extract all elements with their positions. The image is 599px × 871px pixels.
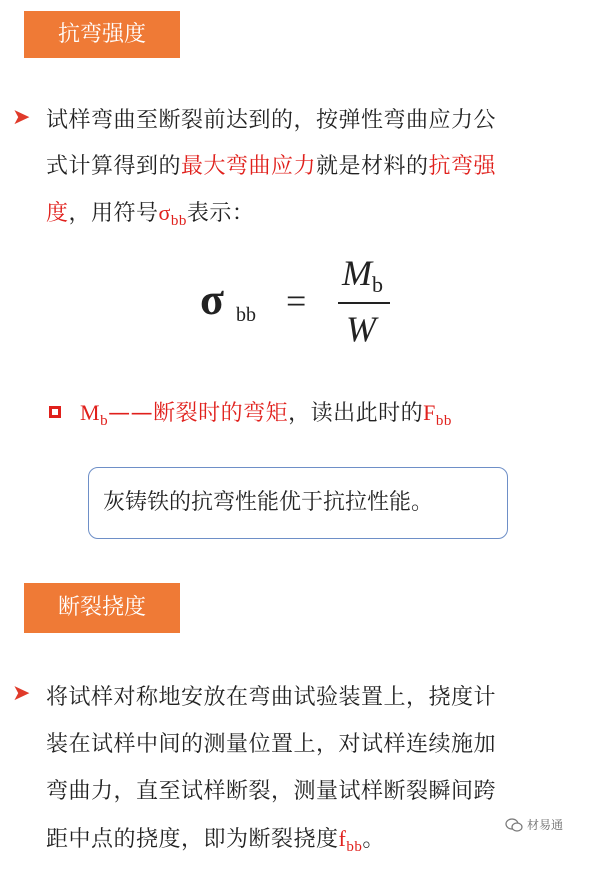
paragraph-fracture-deflection — [46, 674, 591, 871]
formula-fraction-bar — [338, 302, 390, 304]
formula-numerator: M — [342, 253, 372, 293]
para-line-3: 度，用符号$\sigma_{bb}$表示： — [46, 200, 255, 229]
formula-denominator: W — [346, 309, 376, 349]
formula-sigma: σ — [200, 275, 224, 324]
section-title-fracture-deflection: 断裂挠度 — [24, 583, 180, 633]
formula-sigma-bb — [200, 252, 420, 362]
arrow-bullet-icon: ➤ — [12, 105, 31, 130]
wechat-icon — [505, 818, 523, 832]
para-line-1: 试样弯曲至断裂前达到的，按弹性弯曲应力公 — [46, 108, 497, 133]
definition-moment: $M_b——$断裂时的弯矩，读出此时的$F_{bb}$ — [80, 400, 452, 429]
para2-line-4: 距中点的挠度，即为断裂挠度$f_{bb}$。 — [46, 826, 385, 855]
watermark — [505, 816, 563, 833]
note-box-gray-cast-iron: 灰铸铁的抗弯性能优于抗拉性能。 — [88, 467, 508, 539]
formula-equals: = — [286, 281, 307, 321]
arrow-bullet-icon: ➤ — [12, 681, 31, 706]
formula-sigma-sub: bb — [236, 304, 256, 326]
section-title-bending-strength: 抗弯强度 — [24, 11, 180, 58]
paragraph-bending-strength — [46, 98, 586, 244]
para-line-2: 式计算得到的最大弯曲应力就是材料的抗弯强 — [46, 154, 497, 179]
square-bullet-icon — [49, 406, 61, 418]
para2-line-2: 装在试样中间的测量位置上，对试样连续施加 — [46, 732, 497, 757]
watermark-text: 材易通 — [527, 818, 564, 832]
formula-numerator-sub: b — [372, 272, 383, 297]
para2-line-1: 将试样对称地安放在弯曲试验装置上，挠度计 — [46, 685, 497, 710]
para2-line-3: 弯曲力，直至试样断裂，测量试样断裂瞬间跨 — [46, 779, 497, 804]
